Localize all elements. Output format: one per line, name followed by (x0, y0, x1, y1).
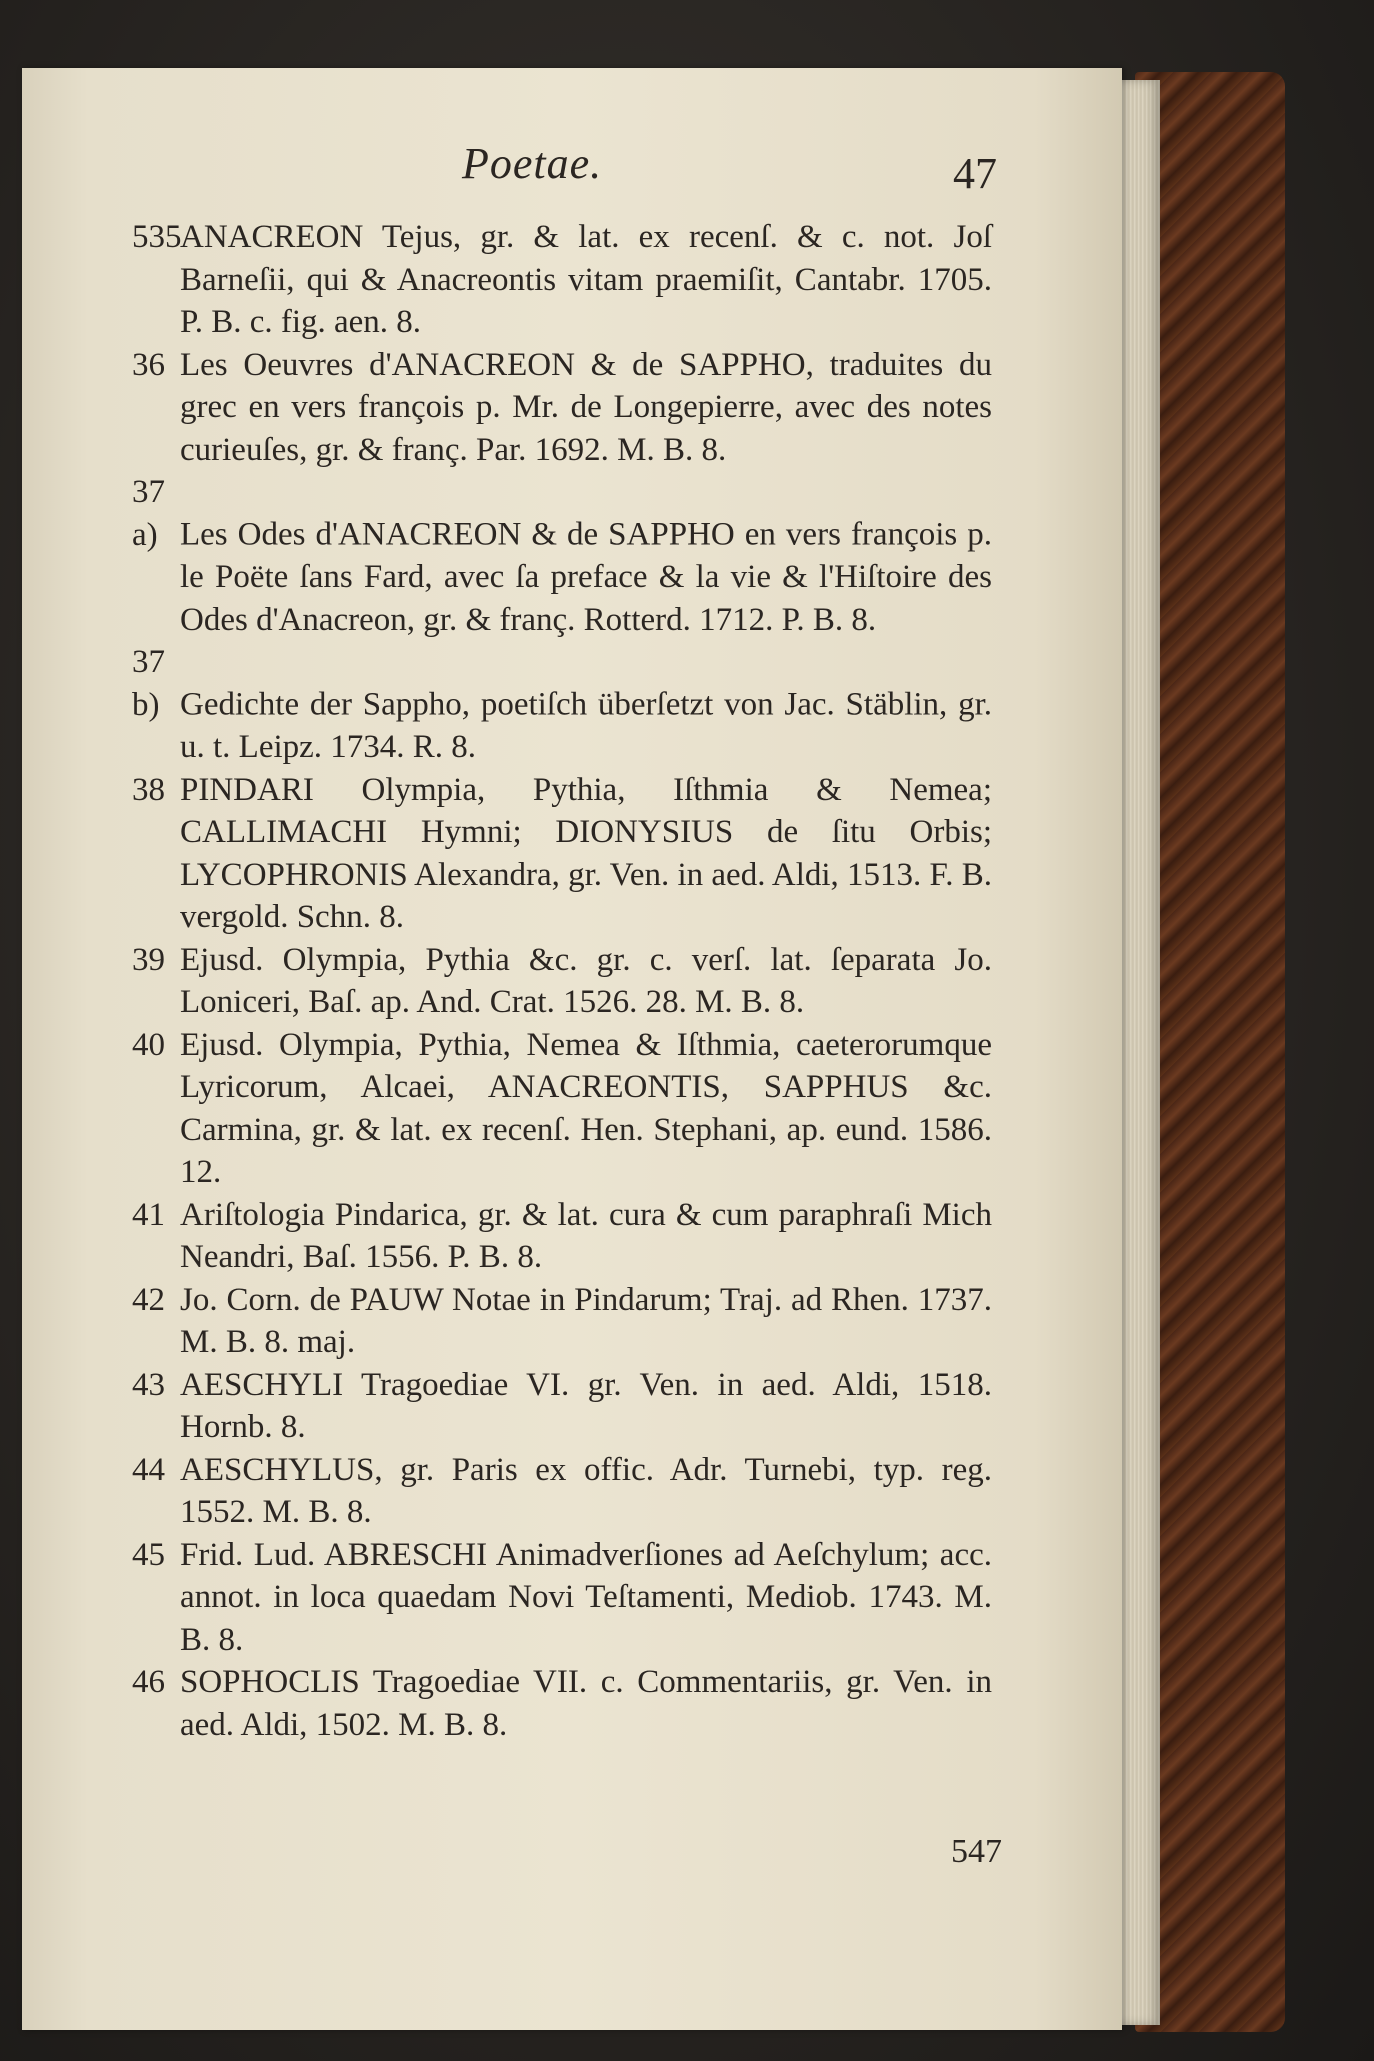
entry-text: ANACREON Tejus, gr. & lat. ex recenſ. & c. not. Joſ Barneſii, qui & Anacreontis vitam praemiſit, Cantabr. 1705. P. B. c. fig. aen. 8. (180, 219, 992, 340)
entry-text: AESCHYLUS, gr. Paris ex offic. Adr. Turnebi, typ. reg. 1552. M. B. 8. (180, 1451, 992, 1530)
catalog-entry (132, 1364, 992, 1449)
catalog-entry (132, 471, 992, 641)
entry-number: 39 (132, 941, 165, 978)
entry-number: 46 (132, 1664, 165, 1700)
entry-text: Les Odes d'ANACREON & de SAPPHO en vers françois p. le Poëte ſans Fard, avec ſa preface & la vie & l'Hiſtoire des Odes d'Anacreon, gr. & franç. Rotterd. 1712. P. B. 8. (180, 516, 992, 638)
entry-text: Jo. Corn. de PAUW Notae in Pindarum; Traj. ad Rhen. 1737. M. B. 8. maj. (180, 1281, 992, 1360)
entry-text: Ejusd. Olympia, Pythia, Nemea & Iſthmia, caeterorumque Lyricorum, Alcaei, ANACREONTIS, SAPPHUS &c. Carmina, gr. & lat. ex recenſ. Hen. Stephani, ap. eund. 1586. 12. (180, 1026, 992, 1190)
entry-text: SOPHOCLIS Tragoediae VII. c. Commentariis, gr. Ven. in aed. Aldi, 1502. M. B. 8. (180, 1664, 992, 1743)
entry-number: 37 b) (132, 644, 165, 723)
catalog-entry (132, 1534, 992, 1662)
entry-text: Ejusd. Olympia, Pythia &c. gr. c. verſ. lat. ſeparata Jo. Loniceri, Baſ. ap. And. Crat. 1526. 28. M. B. 8. (180, 941, 992, 1020)
entry-number: 535 (132, 219, 182, 255)
entry-number: 38 (132, 771, 165, 808)
entry-number: 43 (132, 1366, 165, 1403)
entry-number: 41 (132, 1196, 165, 1233)
running-header (132, 138, 997, 208)
catalog-entry (132, 344, 992, 472)
catalog-entry (132, 1661, 992, 1746)
catalog-entry (132, 641, 992, 769)
entry-text: PINDARI Olympia, Pythia, Iſthmia & Nemea; CALLIMACHI Hymni; DIONYSIUS de ſitu Orbis; LYCOPHRONIS Alexandra, gr. Ven. in aed. Aldi, 1513. F. B. vergold. Schn. 8. (180, 771, 993, 935)
entry-number: 36 (132, 346, 165, 383)
entry-number: 37 a) (132, 474, 165, 553)
entry-text: Frid. Lud. ABRESCHI Animadverſiones ad Aeſchylum; acc. annot. in loca quaedam Novi Teſtamenti, Mediob. 1743. M. B. 8. (180, 1536, 992, 1658)
entry-number: 42 (132, 1281, 165, 1318)
entry-number: 40 (132, 1026, 165, 1063)
catalog-entry (132, 939, 992, 1024)
catalog-entry (132, 216, 992, 344)
book-page (22, 68, 1122, 2030)
entry-number: 45 (132, 1536, 165, 1573)
running-title: Poetae. (462, 139, 603, 188)
entry-text: Gedichte der Sappho, poetiſch überſetzt von Jac. Stäblin, gr. u. t. Leipz. 1734. R. 8. (180, 686, 992, 765)
catalog-entry (132, 1194, 992, 1279)
catalog-entry (132, 1449, 992, 1534)
catalog-entry (132, 1279, 992, 1364)
entry-text: AESCHYLI Tragoediae VI. gr. Ven. in aed. Aldi, 1518. Hornb. 8. (180, 1366, 992, 1445)
catalog-entry (132, 769, 992, 939)
signature-mark: 547 (951, 1833, 1002, 1870)
entry-text: Ariſtologia Pindarica, gr. & lat. cura & cum paraphraſi Mich Neandri, Baſ. 1556. P. B. 8. (180, 1196, 992, 1275)
catalog-entry (132, 1024, 992, 1194)
page-content (132, 138, 1002, 1870)
page-number: 47 (953, 149, 997, 198)
entry-text: Les Oeuvres d'ANACREON & de SAPPHO, traduites du grec en vers françois p. Mr. de Longepierre, avec des notes curieuſes, gr. & franç. Par. 1692. M. B. 8. (180, 346, 992, 468)
entry-number: 44 (132, 1451, 165, 1488)
